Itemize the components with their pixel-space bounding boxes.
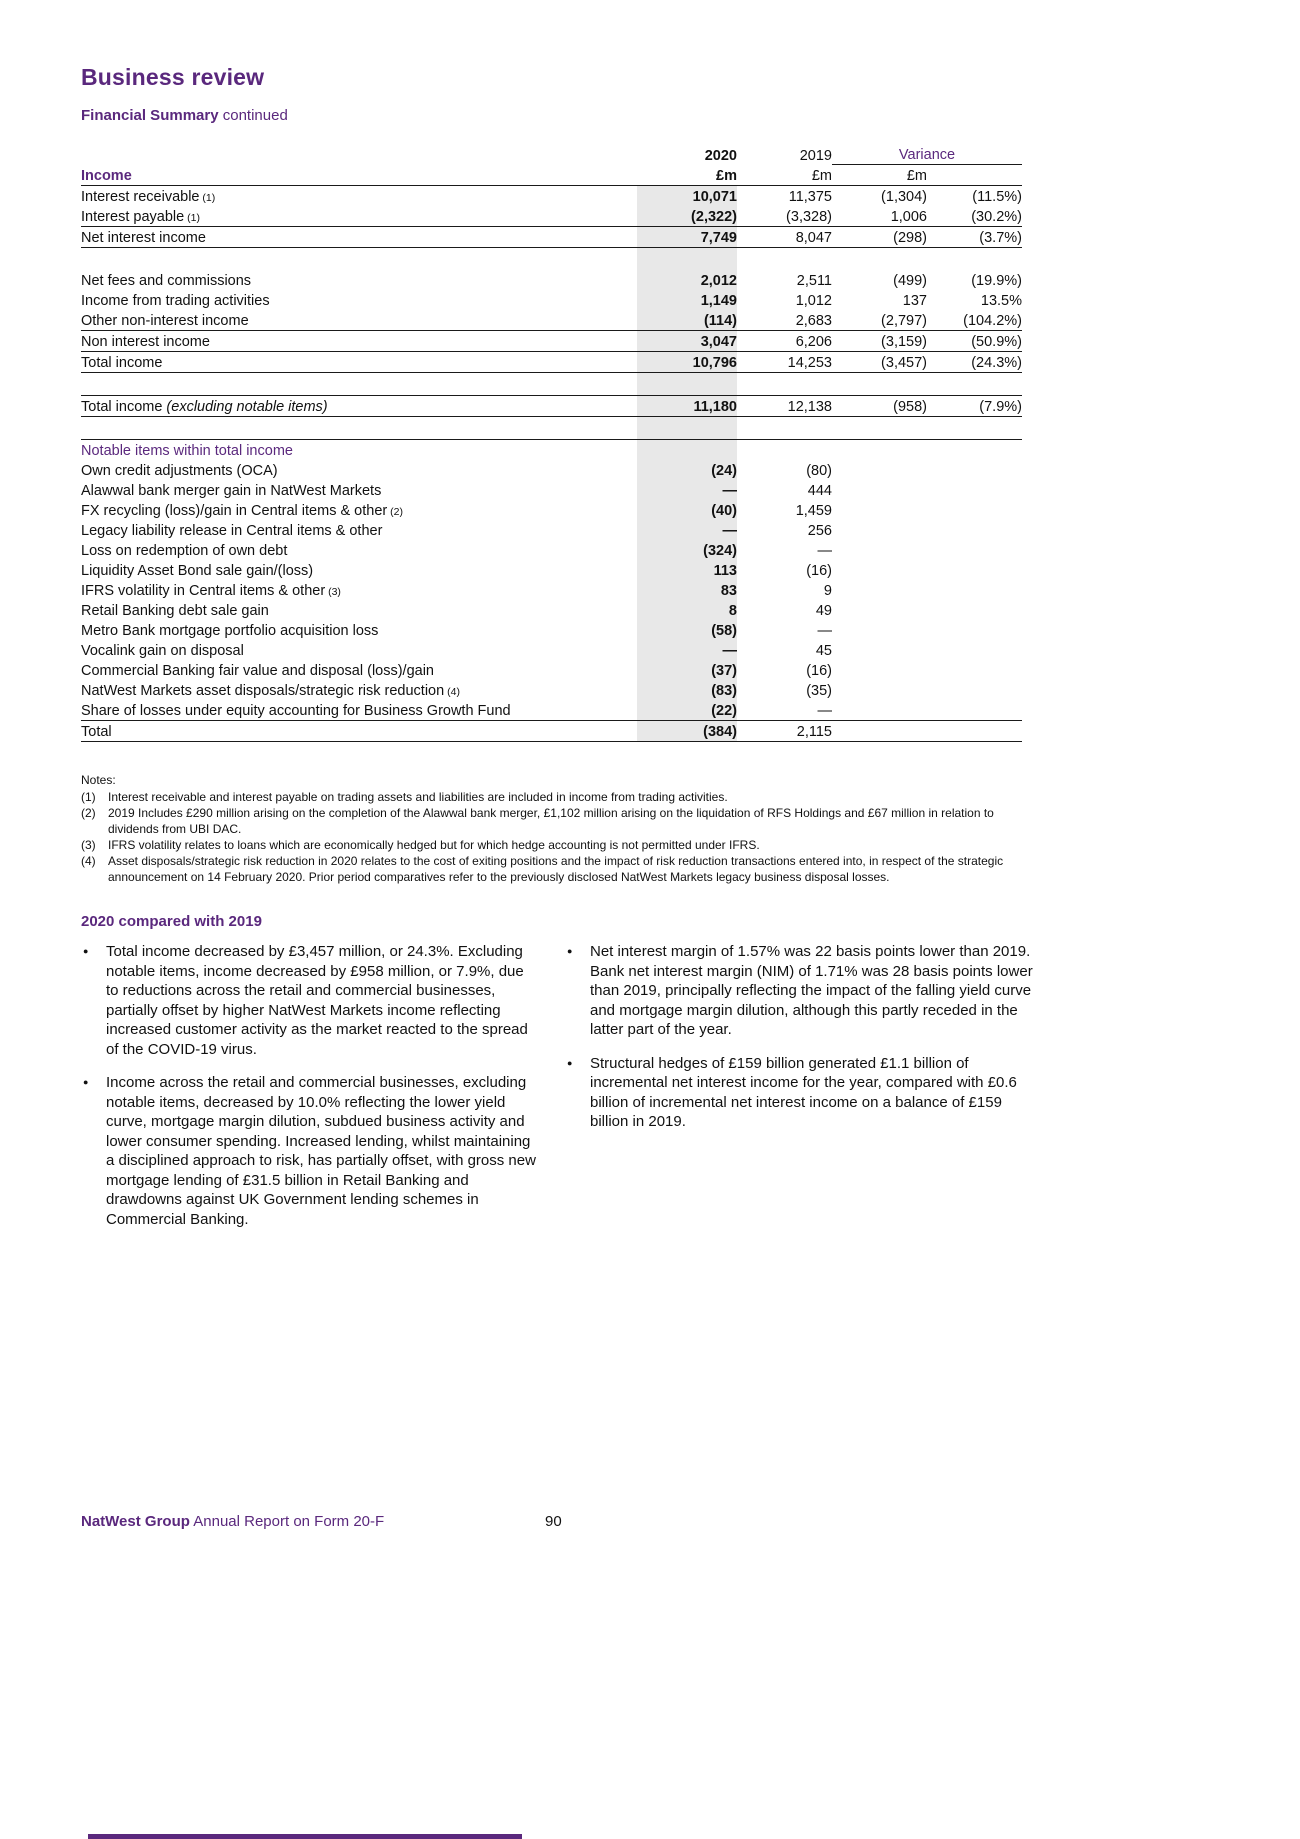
income-table [81, 144, 1022, 742]
cell-c2020: 8 [637, 600, 737, 620]
cell-cvarm [832, 417, 927, 440]
note-item [81, 789, 1027, 805]
cell-cvarm [832, 600, 927, 620]
commentary-right-column [565, 942, 1035, 1243]
bullet-text: Income across the retail and commercial businesses, excluding notable items, decreased by 10.0% reflecting the lower yield curve, mortgage margin dilution, subdued business activity and lower consumer spending. Increased lending, whilst maintaining a disciplined approach to risk, has partially offset, with gross new mortgage lending of £31.5 billion in Retail Banking and drawdowns against UK Government lending schemes in Commercial Banking. [106, 1074, 536, 1228]
cell-cvarm: (2,797) [832, 310, 927, 331]
row-label-text: Own credit adjustments (OCA) [81, 463, 278, 479]
page-title: Business review [81, 64, 265, 90]
table-spacer-row [81, 373, 1022, 396]
row-label-text: Commercial Banking fair value and disposal (loss)/gain [81, 663, 434, 679]
bullet-text: Total income decreased by £3,457 million, or 24.3%. Excluding notable items, income decreased by £958 million, or 7.9%, due to reductions across the retail and commercial businesses, partially offset by higher NatWest Markets income reflecting increased customer activity as the market reacted to the spread of the COVID-19 virus. [106, 943, 528, 1058]
cell-c2020: (2,322) [637, 206, 737, 227]
table-row [81, 396, 1022, 417]
cell-cvarm: (3,457) [832, 352, 927, 373]
cell-cvarm [832, 480, 927, 500]
col-header-2019: 2019 [799, 147, 832, 164]
cell-cvarpct [927, 480, 1022, 500]
col-header-variance: Variance [832, 144, 1022, 165]
table-row [81, 680, 1022, 700]
note-number: (3) [81, 838, 96, 852]
table-row [81, 440, 1022, 461]
cell-cvarm: (1,304) [881, 189, 927, 205]
table-row [81, 480, 1022, 500]
cell-c2019: 45 [815, 643, 832, 659]
table-spacer-row [81, 417, 1022, 440]
cell-c2019 [737, 373, 832, 396]
cell-cvarm [832, 440, 927, 461]
cell-cvarm [832, 700, 927, 721]
note-item [81, 805, 1027, 837]
cell-cvarpct [927, 560, 1022, 580]
cell-cvarpct [927, 520, 1022, 540]
table-row [81, 721, 1022, 742]
bullet-icon: ● [567, 946, 573, 956]
cell-c2020: 7,749 [637, 227, 737, 248]
commentary-heading: 2020 compared with 2019 [81, 913, 262, 930]
table-row [81, 352, 1022, 373]
row-label [81, 227, 637, 248]
row-label [81, 186, 637, 207]
cell-c2019: 1,012 [795, 293, 832, 309]
notes-title: Notes: [81, 773, 116, 787]
row-label [81, 500, 637, 520]
cell-c2020: (83) [637, 680, 737, 700]
table-row [81, 540, 1022, 560]
bullet-item [565, 942, 1035, 1040]
row-label [81, 248, 637, 271]
income-table-body [81, 186, 1022, 742]
cell-c2020 [637, 373, 737, 396]
row-label-text: Interest payable [81, 209, 185, 225]
commentary-section [81, 913, 1035, 1243]
row-label-text: Alawwal bank merger gain in NatWest Markets [81, 483, 382, 499]
table-row [81, 600, 1022, 620]
row-label-text: Total income [81, 355, 163, 371]
row-label-text: NatWest Markets asset disposals/strategic risk reduction [81, 683, 445, 699]
cell-cvarm: 1,006 [832, 206, 927, 227]
cell-c2019: 444 [807, 483, 832, 499]
cell-c2020: 2,012 [637, 270, 737, 290]
cell-c2020: (24) [637, 460, 737, 480]
unit-variance-pct-empty [927, 165, 1022, 186]
table-row [81, 580, 1022, 600]
cell-c2020: (324) [637, 540, 737, 560]
cell-c2020: 113 [637, 560, 737, 580]
row-label-text: Net fees and commissions [81, 273, 252, 289]
row-label [81, 396, 637, 417]
row-label-text: Legacy liability release in Central items & other [81, 523, 383, 539]
row-label-text: Liquidity Asset Bond sale gain/(loss) [81, 563, 314, 579]
cell-c2019: (3,328) [737, 206, 832, 227]
cell-cvarm [832, 540, 927, 560]
row-label-note-ref: (3) [325, 586, 341, 598]
row-label-text: Total income [81, 399, 163, 415]
cell-cvarpct: (11.5%) [972, 189, 1022, 205]
footer-report-title: Annual Report on Form 20-F [193, 1513, 385, 1530]
cell-c2019: (80) [806, 463, 832, 479]
note-text: IFRS volatility relates to loans which are economically hedged but for which hedge accounting is not permitted under IFRS. [108, 838, 760, 852]
cell-cvarpct [927, 680, 1022, 700]
footer-brand: NatWest Group [81, 1513, 190, 1530]
row-label-text: FX recycling (loss)/gain in Central items & other [81, 503, 388, 519]
cell-c2019: 8,047 [737, 227, 832, 248]
note-number: (4) [81, 854, 96, 868]
cell-cvarpct [927, 620, 1022, 640]
bullet-text: Structural hedges of £159 billion generated £1.1 billion of incremental net interest income for the year, compared with £0.6 billion of incremental net interest income on a balance of £159 billion in 2019. [590, 1054, 1017, 1130]
note-item [81, 837, 1027, 853]
row-label [81, 331, 637, 352]
section-header-income: Income [81, 165, 637, 186]
cell-c2019: 1,459 [795, 503, 832, 519]
bullet-item [81, 942, 539, 1059]
notes-section [81, 772, 1027, 885]
row-label [81, 580, 637, 600]
cell-cvarpct [927, 700, 1022, 721]
notes-list [81, 789, 1027, 885]
row-label-text: Income from trading activities [81, 293, 270, 309]
row-label-text: Vocalink gain on disposal [81, 643, 244, 659]
cell-cvarpct [927, 373, 1022, 396]
row-label [81, 680, 637, 700]
header-spacer-cell [81, 144, 637, 165]
row-label-text: Metro Bank mortgage portfolio acquisition loss [81, 623, 379, 639]
cell-cvarpct [927, 600, 1022, 620]
row-label-note-ref: (1) [184, 212, 200, 224]
cell-cvarpct [927, 440, 1022, 461]
bullet-icon: ● [83, 1077, 89, 1087]
cell-cvarpct [927, 417, 1022, 440]
cell-cvarm [832, 680, 927, 700]
footer [81, 1513, 384, 1530]
cell-c2019: — [817, 703, 832, 719]
cell-c2019: (16) [806, 663, 832, 679]
table-row [81, 640, 1022, 660]
cell-c2019: 6,206 [737, 331, 832, 352]
table-unit-header-row [81, 165, 1022, 186]
row-label [81, 352, 637, 373]
cell-cvarpct [927, 460, 1022, 480]
row-label-text: Interest receivable [81, 189, 200, 205]
cell-c2019: 2,115 [737, 721, 832, 742]
cell-c2020 [637, 440, 737, 461]
cell-c2019: 9 [823, 583, 832, 599]
cell-c2019: 12,138 [737, 396, 832, 417]
cell-c2020: 3,047 [637, 331, 737, 352]
cell-c2019: 11,375 [788, 189, 832, 205]
cell-c2019: — [817, 543, 832, 559]
col-header-2020: 2020 [704, 147, 737, 164]
cell-cvarm [832, 560, 927, 580]
note-item [81, 853, 1027, 885]
row-label [81, 660, 637, 680]
commentary-left-column [81, 942, 539, 1243]
cell-c2019 [737, 248, 832, 271]
row-label-note-ref: (4) [444, 686, 460, 698]
row-label [81, 460, 637, 480]
cell-c2020: 10,796 [637, 352, 737, 373]
row-label-text: Share of losses under equity accounting for Business Growth Fund [81, 703, 511, 719]
cell-cvarm [832, 620, 927, 640]
table-year-header-row [81, 144, 1022, 165]
cell-cvarm [832, 660, 927, 680]
cell-c2020: — [637, 520, 737, 540]
cell-c2019: 14,253 [737, 352, 832, 373]
row-label [81, 640, 637, 660]
cell-c2020: (22) [637, 700, 737, 721]
cell-cvarpct: (30.2%) [927, 206, 1022, 227]
page-subtitle [81, 107, 1035, 124]
cell-cvarpct: (3.7%) [927, 227, 1022, 248]
row-label [81, 373, 637, 396]
table-row [81, 227, 1022, 248]
row-label-text: Retail Banking debt sale gain [81, 603, 269, 619]
row-label [81, 310, 637, 331]
cell-cvarpct: (104.2%) [927, 310, 1022, 331]
cell-c2020: 11,180 [637, 396, 737, 417]
table-row [81, 660, 1022, 680]
row-label [81, 600, 637, 620]
note-text: Asset disposals/strategic risk reduction in 2020 relates to the cost of exiting positions and the impact of risk reduction transactions entered into, in respect of the strategic announcement on 14 February 2020. Prior period comparatives refer to the previously disclosed NatWest Markets legacy business disposal losses. [108, 854, 1004, 884]
cell-cvarpct [927, 640, 1022, 660]
cell-cvarm [832, 373, 927, 396]
table-row [81, 206, 1022, 227]
row-label [81, 540, 637, 560]
cell-cvarm [832, 248, 927, 271]
cell-c2020: 1,149 [637, 290, 737, 310]
row-label [81, 206, 637, 227]
table-row [81, 331, 1022, 352]
cell-c2020: — [637, 480, 737, 500]
cell-cvarm [832, 520, 927, 540]
row-label-note-ref: (2) [387, 506, 403, 518]
cell-cvarm: (958) [832, 396, 927, 417]
cell-cvarpct: (24.3%) [927, 352, 1022, 373]
page-number: 90 [545, 1513, 562, 1530]
cell-c2020: (114) [637, 310, 737, 331]
row-label-text: Total [81, 724, 112, 740]
row-label-note-ref: (1) [199, 192, 216, 204]
table-row [81, 560, 1022, 580]
page-edge-artifact [88, 1834, 522, 1839]
note-number: (2) [81, 806, 96, 820]
cell-cvarm: (499) [893, 273, 927, 289]
subtitle-continued: continued [218, 107, 288, 124]
cell-c2019 [737, 440, 832, 461]
cell-c2019: 2,683 [737, 310, 832, 331]
cell-cvarpct [927, 580, 1022, 600]
note-number: (1) [81, 790, 96, 804]
table-row [81, 290, 1022, 310]
cell-c2019: 2,511 [796, 273, 832, 289]
commentary-columns [81, 942, 1035, 1243]
cell-c2020: — [637, 640, 737, 660]
cell-c2019: (35) [806, 683, 832, 699]
table-spacer-row [81, 248, 1022, 271]
cell-cvarm: (3,159) [832, 331, 927, 352]
cell-c2020: 83 [637, 580, 737, 600]
cell-cvarm: 137 [902, 293, 927, 309]
cell-c2020 [637, 417, 737, 440]
note-text: Interest receivable and interest payable on trading assets and liabilities are included in income from trading activities. [108, 790, 728, 804]
row-label [81, 290, 637, 310]
cell-cvarpct [927, 540, 1022, 560]
cell-c2019: — [817, 623, 832, 639]
cell-c2020: (40) [637, 500, 737, 520]
cell-c2020: 10,071 [637, 186, 737, 207]
cell-cvarm [832, 500, 927, 520]
cell-cvarpct: (7.9%) [927, 396, 1022, 417]
row-label-text: Non interest income [81, 334, 210, 350]
cell-cvarpct: 13.5% [980, 293, 1022, 309]
cell-cvarpct: (19.9%) [971, 273, 1022, 289]
cell-c2020 [637, 248, 737, 271]
table-row [81, 460, 1022, 480]
table-row [81, 620, 1022, 640]
table-row [81, 700, 1022, 721]
cell-cvarpct [927, 248, 1022, 271]
row-label [81, 480, 637, 500]
bullet-icon: ● [567, 1057, 573, 1068]
row-label [81, 270, 637, 290]
cell-cvarm: (298) [832, 227, 927, 248]
cell-cvarpct [927, 721, 1022, 742]
cell-cvarpct: (50.9%) [927, 331, 1022, 352]
cell-cvarpct [927, 660, 1022, 680]
bullet-item [565, 1054, 1035, 1132]
row-label-text: Loss on redemption of own debt [81, 543, 288, 559]
row-label-text: IFRS volatility in Central items & other [81, 583, 326, 599]
cell-c2019: 256 [807, 523, 832, 539]
row-label [81, 700, 637, 721]
table-row [81, 186, 1022, 207]
row-label [81, 440, 637, 461]
cell-c2019: 49 [815, 603, 832, 619]
bullet-icon: ● [83, 946, 89, 956]
row-label-text: Other non-interest income [81, 313, 249, 329]
row-label [81, 620, 637, 640]
cell-c2020: (58) [637, 620, 737, 640]
cell-c2019 [737, 417, 832, 440]
note-text: 2019 Includes £290 million arising on the completion of the Alawwal bank merger, £1,102 million arising on the liquidation of RFS Holdings and £67 million in relation to dividends from UBI DAC. [108, 806, 994, 836]
row-label-text: Notable items within total income [81, 443, 293, 459]
bullet-text: Net interest margin of 1.57% was 22 basis points lower than 2019. Bank net interest margin (NIM) of 1.71% was 28 basis points lower than 2019, principally reflecting the impact of the falling yield curve and mortgage margin dilution, although this partly receded in the latter part of the year. [590, 943, 1033, 1038]
bullet-item [81, 1073, 539, 1229]
table-row [81, 520, 1022, 540]
page-content [81, 64, 1035, 1243]
unit-variance: £m [832, 165, 927, 186]
row-label [81, 520, 637, 540]
unit-2019: £m [737, 165, 832, 186]
unit-2020: £m [637, 165, 737, 186]
cell-cvarm [832, 580, 927, 600]
cell-c2020: (37) [637, 660, 737, 680]
row-label-text: Net interest income [81, 230, 206, 246]
subtitle-bold: Financial Summary [81, 107, 219, 124]
table-row [81, 270, 1022, 290]
cell-c2020: (384) [637, 721, 737, 742]
cell-cvarm [832, 460, 927, 480]
table-row [81, 500, 1022, 520]
cell-cvarm [832, 721, 927, 742]
cell-cvarpct [927, 500, 1022, 520]
row-label [81, 560, 637, 580]
cell-cvarm [832, 640, 927, 660]
cell-c2019: (16) [806, 563, 832, 579]
row-label [81, 721, 637, 742]
row-label [81, 417, 637, 440]
row-label-italic: (excluding notable items) [162, 399, 328, 415]
table-row [81, 310, 1022, 331]
